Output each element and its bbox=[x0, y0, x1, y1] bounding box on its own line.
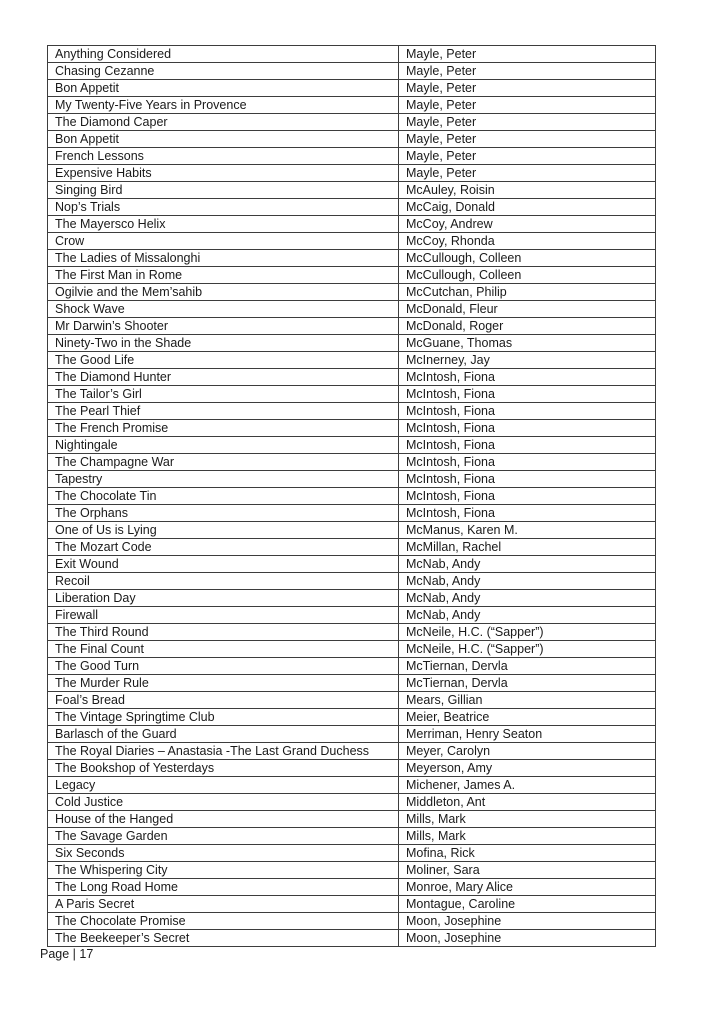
author-cell: McIntosh, Fiona bbox=[399, 369, 656, 386]
table-row bbox=[48, 369, 656, 386]
table-row bbox=[48, 233, 656, 250]
author-cell: Michener, James A. bbox=[399, 777, 656, 794]
table-row bbox=[48, 811, 656, 828]
title-cell: The Chocolate Promise bbox=[48, 913, 399, 930]
author-cell: Moliner, Sara bbox=[399, 862, 656, 879]
author-cell: McTiernan, Dervla bbox=[399, 658, 656, 675]
title-cell: The Pearl Thief bbox=[48, 403, 399, 420]
table-row bbox=[48, 556, 656, 573]
title-cell: The Good Life bbox=[48, 352, 399, 369]
title-cell: The Tailor’s Girl bbox=[48, 386, 399, 403]
table-row bbox=[48, 896, 656, 913]
author-cell: McIntosh, Fiona bbox=[399, 437, 656, 454]
title-cell: Nightingale bbox=[48, 437, 399, 454]
title-cell: One of Us is Lying bbox=[48, 522, 399, 539]
author-cell: Mayle, Peter bbox=[399, 131, 656, 148]
table-row bbox=[48, 97, 656, 114]
table-row bbox=[48, 777, 656, 794]
title-cell: The Whispering City bbox=[48, 862, 399, 879]
table-row bbox=[48, 607, 656, 624]
table-row bbox=[48, 828, 656, 845]
table-row bbox=[48, 284, 656, 301]
author-cell: Mayle, Peter bbox=[399, 148, 656, 165]
author-cell: McManus, Karen M. bbox=[399, 522, 656, 539]
title-cell: Firewall bbox=[48, 607, 399, 624]
title-cell: Six Seconds bbox=[48, 845, 399, 862]
title-cell: Shock Wave bbox=[48, 301, 399, 318]
author-cell: Middleton, Ant bbox=[399, 794, 656, 811]
author-cell: Mayle, Peter bbox=[399, 114, 656, 131]
title-cell: French Lessons bbox=[48, 148, 399, 165]
author-cell: McGuane, Thomas bbox=[399, 335, 656, 352]
table-row bbox=[48, 386, 656, 403]
table-row bbox=[48, 930, 656, 947]
author-cell: Mills, Mark bbox=[399, 811, 656, 828]
title-cell: Nop’s Trials bbox=[48, 199, 399, 216]
title-cell: Recoil bbox=[48, 573, 399, 590]
table-row bbox=[48, 46, 656, 63]
author-cell: McDonald, Fleur bbox=[399, 301, 656, 318]
title-cell: The First Man in Rome bbox=[48, 267, 399, 284]
table-row bbox=[48, 743, 656, 760]
author-cell: McIntosh, Fiona bbox=[399, 488, 656, 505]
table-row bbox=[48, 794, 656, 811]
title-cell: The Savage Garden bbox=[48, 828, 399, 845]
table-row bbox=[48, 641, 656, 658]
table-row bbox=[48, 318, 656, 335]
author-cell: McIntosh, Fiona bbox=[399, 505, 656, 522]
table-row bbox=[48, 879, 656, 896]
author-cell: McMillan, Rachel bbox=[399, 539, 656, 556]
author-cell: McCoy, Rhonda bbox=[399, 233, 656, 250]
author-cell: Mills, Mark bbox=[399, 828, 656, 845]
table-row bbox=[48, 488, 656, 505]
title-cell: The Third Round bbox=[48, 624, 399, 641]
table-row bbox=[48, 913, 656, 930]
author-cell: McCaig, Donald bbox=[399, 199, 656, 216]
table-row bbox=[48, 709, 656, 726]
table-row bbox=[48, 403, 656, 420]
author-cell: Meyer, Carolyn bbox=[399, 743, 656, 760]
title-cell: Barlasch of the Guard bbox=[48, 726, 399, 743]
author-cell: Monroe, Mary Alice bbox=[399, 879, 656, 896]
title-cell: The Mayersco Helix bbox=[48, 216, 399, 233]
title-cell: Tapestry bbox=[48, 471, 399, 488]
title-cell: The Final Count bbox=[48, 641, 399, 658]
author-cell: McIntosh, Fiona bbox=[399, 454, 656, 471]
table-row bbox=[48, 590, 656, 607]
author-cell: Moon, Josephine bbox=[399, 913, 656, 930]
book-list-table bbox=[47, 45, 656, 947]
title-cell: The Champagne War bbox=[48, 454, 399, 471]
author-cell: McCutchan, Philip bbox=[399, 284, 656, 301]
title-cell: The Long Road Home bbox=[48, 879, 399, 896]
title-cell: My Twenty-Five Years in Provence bbox=[48, 97, 399, 114]
table-row bbox=[48, 437, 656, 454]
title-cell: Liberation Day bbox=[48, 590, 399, 607]
author-cell: McTiernan, Dervla bbox=[399, 675, 656, 692]
title-cell: Mr Darwin’s Shooter bbox=[48, 318, 399, 335]
author-cell: McIntosh, Fiona bbox=[399, 386, 656, 403]
table-row bbox=[48, 420, 656, 437]
title-cell: Bon Appetit bbox=[48, 131, 399, 148]
book-list-table-body bbox=[48, 46, 656, 947]
author-cell: McAuley, Roisin bbox=[399, 182, 656, 199]
title-cell: Ogilvie and the Mem’sahib bbox=[48, 284, 399, 301]
author-cell: Moon, Josephine bbox=[399, 930, 656, 947]
table-row bbox=[48, 199, 656, 216]
title-cell: The Vintage Springtime Club bbox=[48, 709, 399, 726]
author-cell: McCoy, Andrew bbox=[399, 216, 656, 233]
author-cell: McIntosh, Fiona bbox=[399, 403, 656, 420]
table-row bbox=[48, 726, 656, 743]
table-row bbox=[48, 658, 656, 675]
title-cell: Bon Appetit bbox=[48, 80, 399, 97]
title-cell: A Paris Secret bbox=[48, 896, 399, 913]
title-cell: Chasing Cezanne bbox=[48, 63, 399, 80]
author-cell: McCullough, Colleen bbox=[399, 250, 656, 267]
title-cell: The Orphans bbox=[48, 505, 399, 522]
title-cell: Cold Justice bbox=[48, 794, 399, 811]
author-cell: Mears, Gillian bbox=[399, 692, 656, 709]
table-row bbox=[48, 539, 656, 556]
title-cell: The Diamond Caper bbox=[48, 114, 399, 131]
author-cell: Meyerson, Amy bbox=[399, 760, 656, 777]
table-row bbox=[48, 165, 656, 182]
table-row bbox=[48, 862, 656, 879]
page-number: Page | 17 bbox=[40, 947, 94, 961]
title-cell: The Murder Rule bbox=[48, 675, 399, 692]
author-cell: Mayle, Peter bbox=[399, 80, 656, 97]
title-cell: Anything Considered bbox=[48, 46, 399, 63]
table-row bbox=[48, 675, 656, 692]
title-cell: Singing Bird bbox=[48, 182, 399, 199]
table-row bbox=[48, 301, 656, 318]
author-cell: McInerney, Jay bbox=[399, 352, 656, 369]
title-cell: The Mozart Code bbox=[48, 539, 399, 556]
title-cell: Foal’s Bread bbox=[48, 692, 399, 709]
table-row bbox=[48, 250, 656, 267]
table-row bbox=[48, 505, 656, 522]
table-row bbox=[48, 573, 656, 590]
title-cell: The Good Turn bbox=[48, 658, 399, 675]
table-row bbox=[48, 845, 656, 862]
author-cell: Montague, Caroline bbox=[399, 896, 656, 913]
table-row bbox=[48, 352, 656, 369]
table-row bbox=[48, 471, 656, 488]
author-cell: McNab, Andy bbox=[399, 607, 656, 624]
author-cell: Mayle, Peter bbox=[399, 97, 656, 114]
title-cell: Legacy bbox=[48, 777, 399, 794]
table-row bbox=[48, 335, 656, 352]
table-row bbox=[48, 114, 656, 131]
title-cell: Expensive Habits bbox=[48, 165, 399, 182]
author-cell: McDonald, Roger bbox=[399, 318, 656, 335]
title-cell: Crow bbox=[48, 233, 399, 250]
title-cell: Ninety-Two in the Shade bbox=[48, 335, 399, 352]
title-cell: The Bookshop of Yesterdays bbox=[48, 760, 399, 777]
table-row bbox=[48, 692, 656, 709]
table-row bbox=[48, 80, 656, 97]
author-cell: Meier, Beatrice bbox=[399, 709, 656, 726]
table-row bbox=[48, 63, 656, 80]
table-row bbox=[48, 216, 656, 233]
title-cell: The French Promise bbox=[48, 420, 399, 437]
table-row bbox=[48, 760, 656, 777]
table-row bbox=[48, 454, 656, 471]
author-cell: McNab, Andy bbox=[399, 590, 656, 607]
table-row bbox=[48, 624, 656, 641]
table-row bbox=[48, 131, 656, 148]
author-cell: McIntosh, Fiona bbox=[399, 420, 656, 437]
author-cell: McCullough, Colleen bbox=[399, 267, 656, 284]
author-cell: McNeile, H.C. (“Sapper”) bbox=[399, 624, 656, 641]
title-cell: Exit Wound bbox=[48, 556, 399, 573]
title-cell: The Royal Diaries – Anastasia -The Last Grand Duchess bbox=[48, 743, 399, 760]
table-row bbox=[48, 267, 656, 284]
title-cell: The Beekeeper’s Secret bbox=[48, 930, 399, 947]
author-cell: McNab, Andy bbox=[399, 556, 656, 573]
table-row bbox=[48, 148, 656, 165]
author-cell: McIntosh, Fiona bbox=[399, 471, 656, 488]
author-cell: Mayle, Peter bbox=[399, 63, 656, 80]
author-cell: Mayle, Peter bbox=[399, 165, 656, 182]
title-cell: House of the Hanged bbox=[48, 811, 399, 828]
title-cell: The Diamond Hunter bbox=[48, 369, 399, 386]
author-cell: Mayle, Peter bbox=[399, 46, 656, 63]
author-cell: McNeile, H.C. (“Sapper”) bbox=[399, 641, 656, 658]
author-cell: Mofina, Rick bbox=[399, 845, 656, 862]
table-row bbox=[48, 522, 656, 539]
table-row bbox=[48, 182, 656, 199]
author-cell: McNab, Andy bbox=[399, 573, 656, 590]
author-cell: Merriman, Henry Seaton bbox=[399, 726, 656, 743]
title-cell: The Chocolate Tin bbox=[48, 488, 399, 505]
title-cell: The Ladies of Missalonghi bbox=[48, 250, 399, 267]
